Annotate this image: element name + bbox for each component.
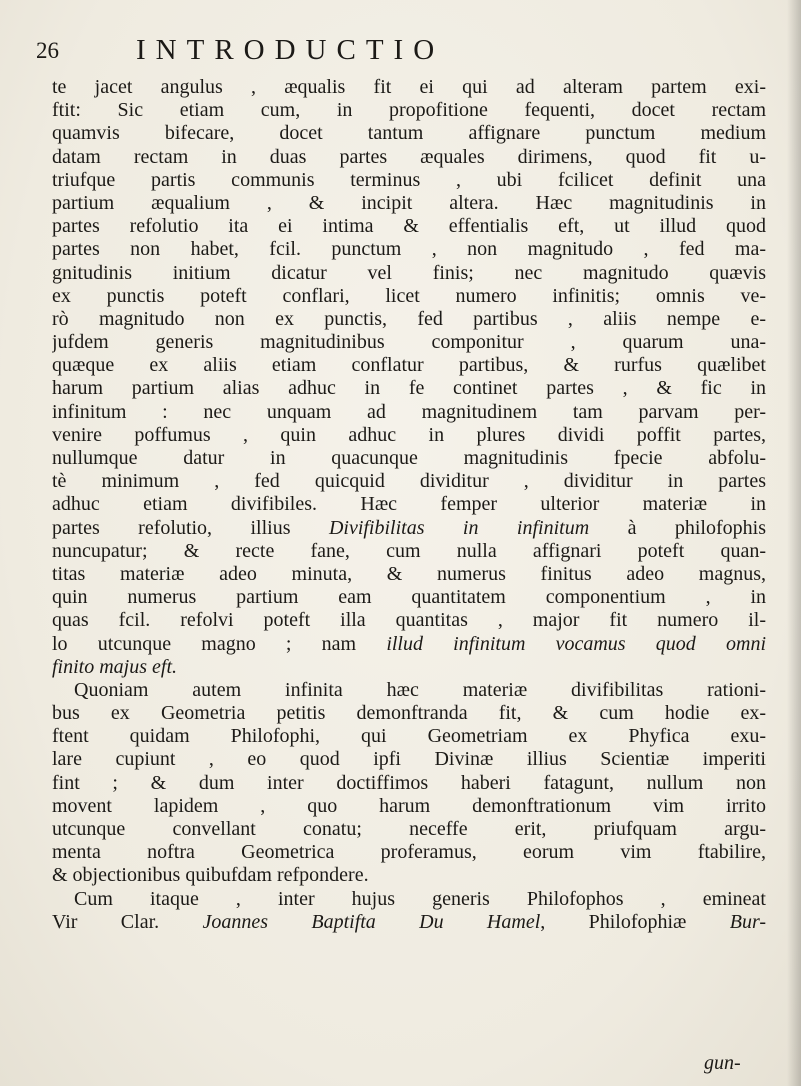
text-line: nuncupatur; & recte fane, cum nulla affignari poteft quan- xyxy=(52,539,766,562)
text-line: fint ; & dum inter doctiffimos haberi fatagunt, nullum non xyxy=(52,771,766,794)
text-line: ftit: Sic etiam cum, in propofitione fequenti, docet rectam xyxy=(52,99,766,122)
text-line: gnitudinis initium dicatur vel finis; nec magnitudo quævis xyxy=(52,261,766,284)
italic-phrase: Divifibilitas in infinitum xyxy=(328,516,590,539)
catchword: gun- xyxy=(704,1052,741,1074)
text-line: partium æqualium , & incipit altera. Hæc magnitudinis in xyxy=(52,191,766,214)
text-line: movent lapidem , quo harum demonftrationum vim irrito xyxy=(52,794,766,817)
text-line: menta noftra Geometrica proferamus, eorum vim ftabilire, xyxy=(52,841,766,864)
text-line: quæque ex aliis etiam conflatur partibus, & rurfus quælibet xyxy=(52,354,766,377)
text-line: harum partium alias adhuc in fe continet partes , & fic in xyxy=(52,377,766,400)
text-line: Quoniam autem infinita hæc materiæ divifibilitas rationi- xyxy=(74,678,766,701)
text-segment: à philofophis xyxy=(589,516,766,539)
text-line xyxy=(52,633,766,656)
text-line: titas materiæ adeo minuta, & numerus finitus adeo magnus, xyxy=(52,562,766,585)
text-line: jufdem generis magnitudinibus componitur , quarum una- xyxy=(52,331,766,354)
text-segment: lo utcunque magno ; nam xyxy=(52,632,387,655)
text-line: te jacet angulus , æqualis fit ei qui ad alteram partem exi- xyxy=(52,76,766,98)
text-line: partes non habet, fcil. punctum , non magnitudo , fed ma- xyxy=(52,238,766,261)
page-number: 26 xyxy=(36,38,59,63)
running-head xyxy=(0,34,801,68)
body-text xyxy=(52,76,766,934)
text-line: partes refolutio ita ei intima & effentialis eft, ut illud quod xyxy=(52,215,766,238)
text-segment: , Philofophiæ xyxy=(540,910,730,933)
text-line: quin numerus partium eam quantitatem componentium , in xyxy=(52,586,766,609)
text-line: lare cupiunt , eo quod ipfi Divinæ illius Scientiæ imperiti xyxy=(52,748,766,771)
text-segment: Vir Clar. xyxy=(52,910,203,933)
italic-phrase: illud infinitum vocamus quod omni xyxy=(386,632,766,655)
text-line: bus ex Geometria petitis demonftranda fit, & cum hodie ex- xyxy=(52,702,766,725)
page-edge-shadow xyxy=(787,0,801,1086)
text-line: quamvis bifecare, docet tantum affignare punctum medium xyxy=(52,122,766,145)
text-line: Cum itaque , inter hujus generis Philofophos , emineat xyxy=(74,887,766,910)
text-line: finito majus eft. xyxy=(52,655,177,678)
text-line xyxy=(52,911,766,934)
text-line: venire poffumus , quin adhuc in plures dividi poffit partes, xyxy=(52,423,766,446)
text-line: tè minimum , fed quicquid dividitur , dividitur in partes xyxy=(52,470,766,493)
text-line: nullumque datur in quacunque magnitudinis fpecie abfolu- xyxy=(52,447,766,469)
text-line: triufque partis communis terminus , ubi fcilicet definit una xyxy=(52,168,766,191)
text-line: quas fcil. refolvi poteft illa quantitas , major fit numero il- xyxy=(52,609,766,632)
author-name: Joannes Baptifta Du Hamel xyxy=(202,910,541,933)
text-line: utcunque convellant conatu; neceffe erit, priufquam argu- xyxy=(52,818,766,840)
italic-phrase: Bur- xyxy=(729,910,766,933)
text-line: datam rectam in duas partes æquales dirimens, quod fit u- xyxy=(52,145,766,168)
text-line: & objectionibus quibufdam refpondere. xyxy=(52,864,369,887)
text-line: ftent quidam Philofophi, qui Geometriam ex Phyfica exu- xyxy=(52,725,766,748)
text-segment: partes refolutio, illius xyxy=(52,516,329,539)
text-line: ex punctis poteft conflari, licet numero infinitis; omnis ve- xyxy=(52,284,766,307)
text-line: rò magnitudo non ex punctis, fed partibus , aliis nempe e- xyxy=(52,307,766,330)
text-line: infinitum : nec unquam ad magnitudinem tam parvam per- xyxy=(52,400,766,423)
text-line: adhuc etiam divifibiles. Hæc femper ulterior materiæ in xyxy=(52,493,766,516)
text-line xyxy=(52,517,766,540)
section-title: INTRODUCTIO xyxy=(136,34,445,66)
